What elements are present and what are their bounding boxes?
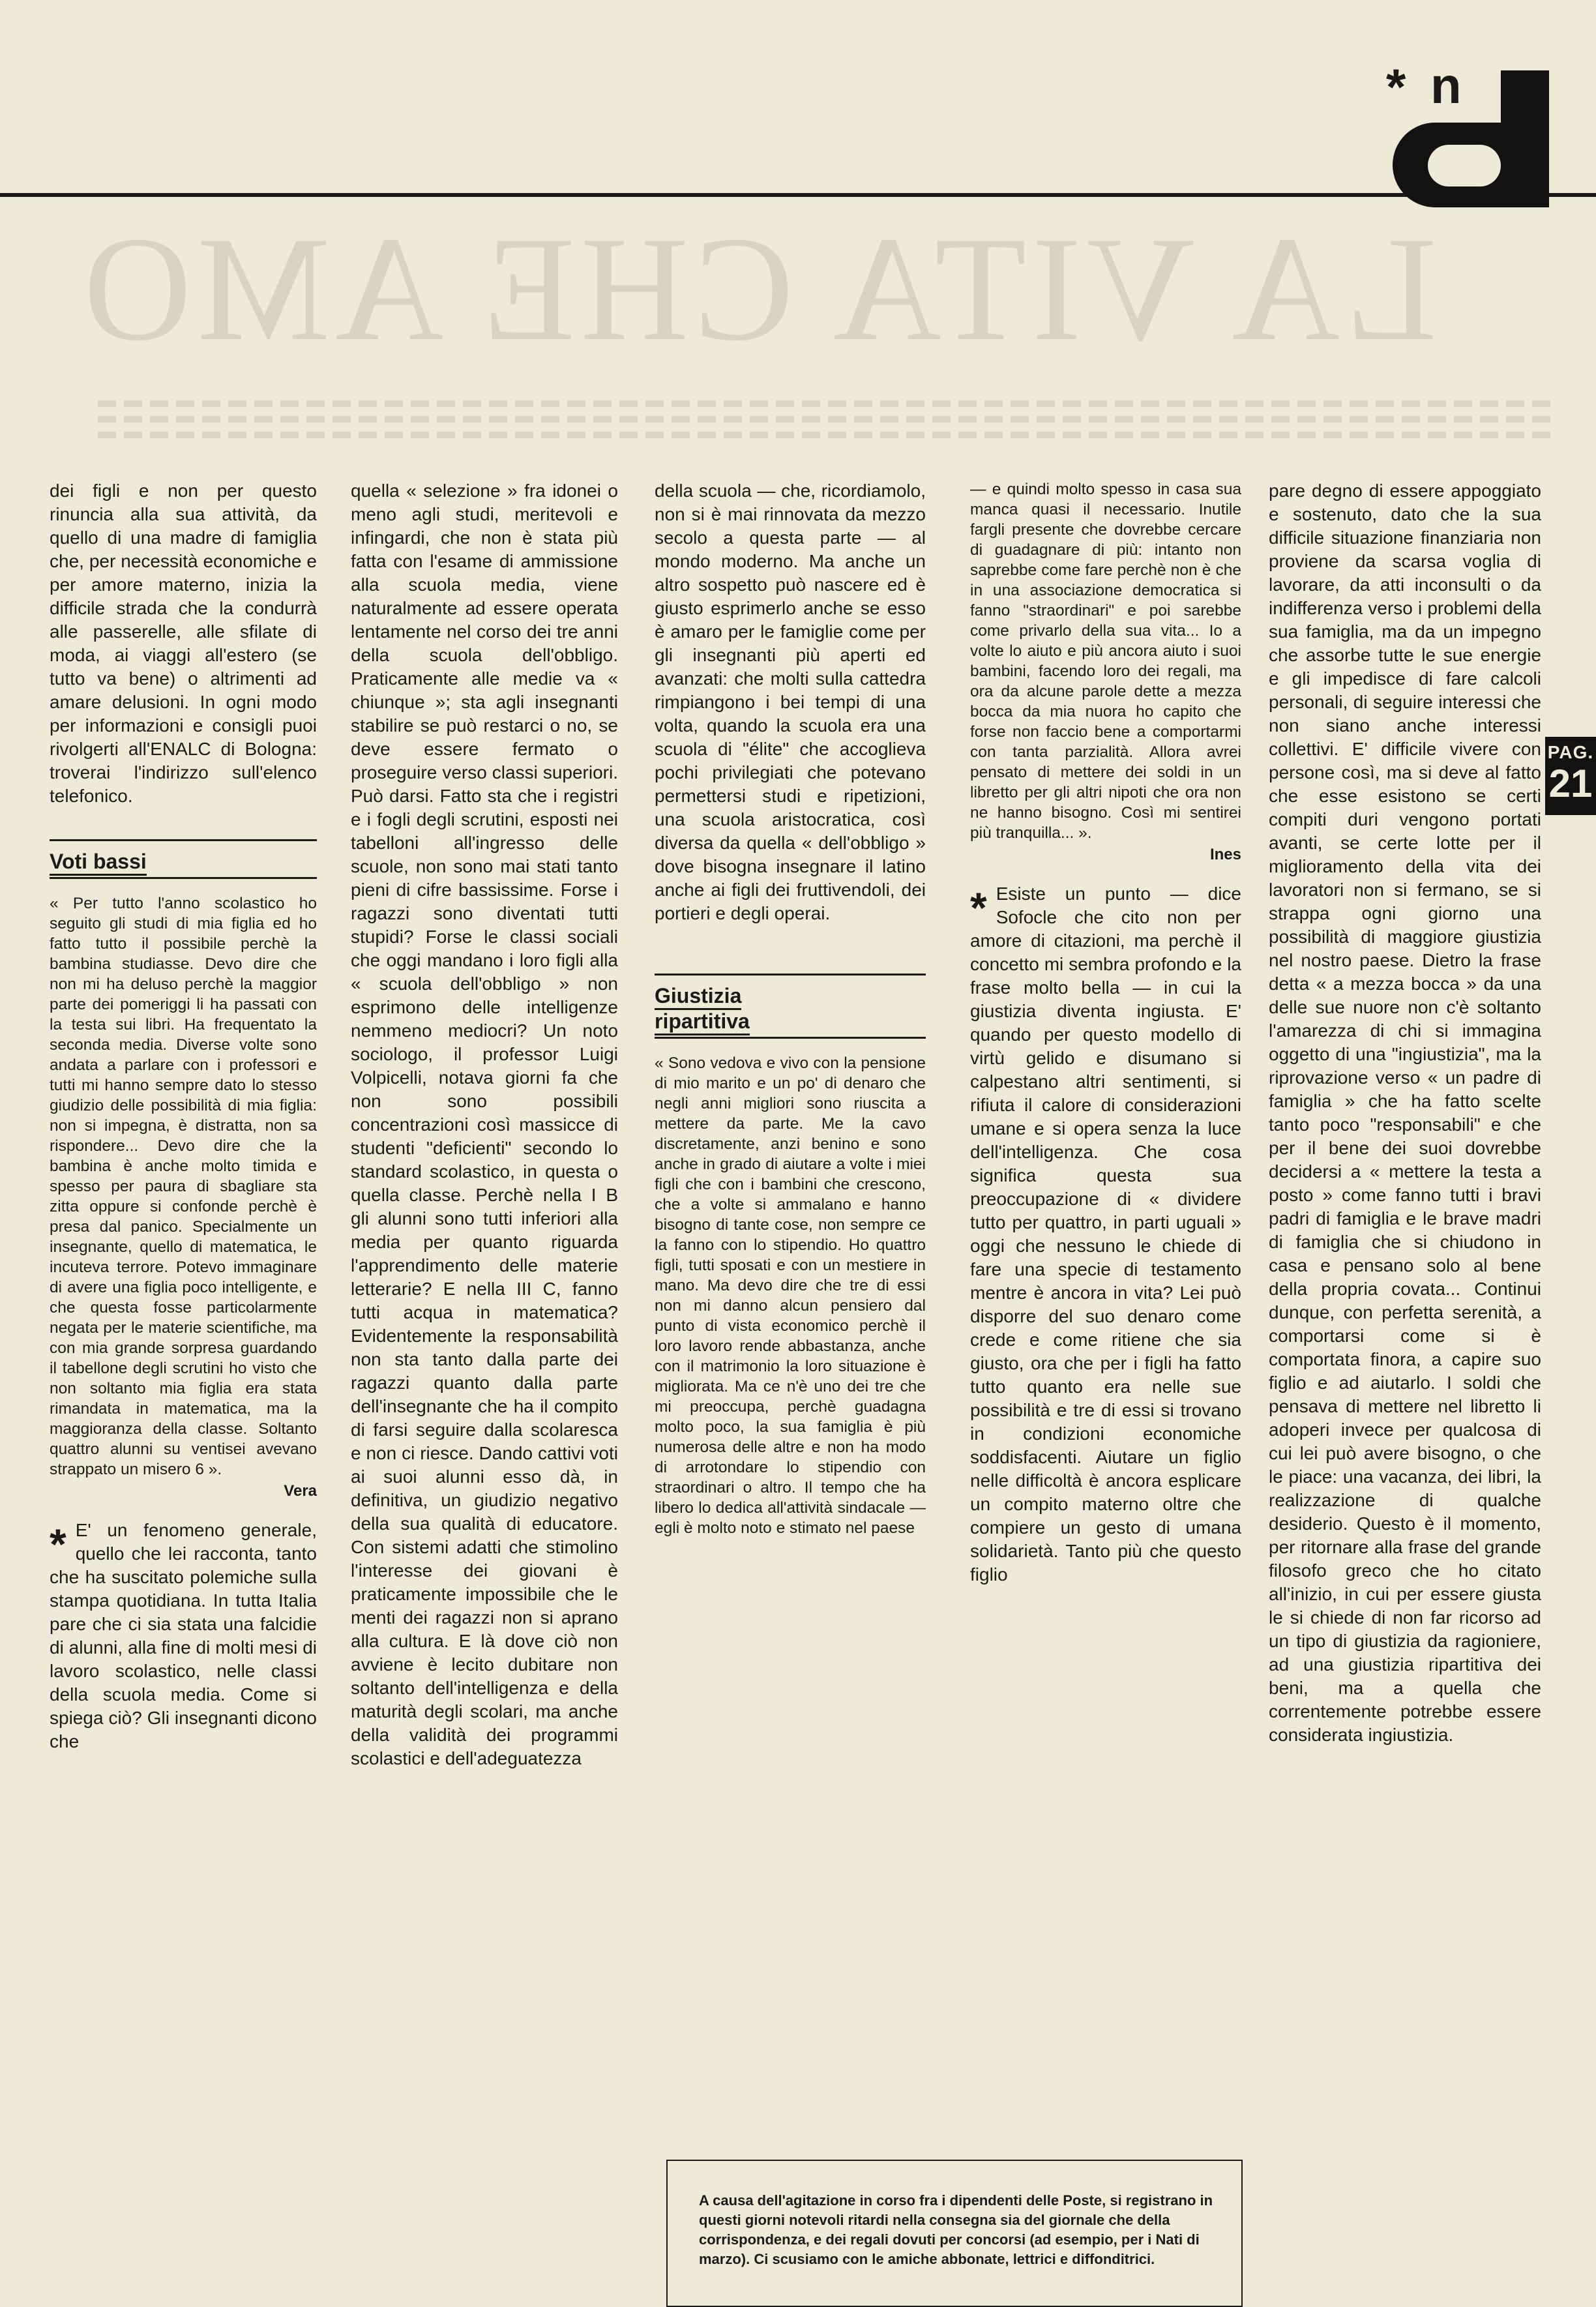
column-1 <box>50 479 317 1753</box>
col3-text: della scuola — che, ricordiamolo, non si è mai rinnovata da mezzo secolo a questa parte — al mondo moderno. Ma anche un altro sospetto può nascere ed è giusto esprimerlo anche se esso è amaro per le famiglie come per gli insegnanti più aperti ed avanzati: che molti sulla cattedra rimpiangono i bei tempi di una volta, quando la scuola era una scuola di "élite" che accoglieva pochi privilegiati che potevano permettersi studi e ripetizioni, una scuola aristocratica, così diversa da quella « dell'obbligo » dove bisogna insegnare il latino anche ai figli dei fruttivendoli, dei portieri e degli operai. <box>655 481 926 923</box>
page-label: PAG. <box>1547 742 1594 762</box>
notice-text: A causa dell'agitazione in corso fra i dipendenti delle Poste, si registrano in questi giorni notevoli ritardi nella consegna sia del giornale che della corrispondenza, e dei regali dovuti per concorsi (ad esempio, per i Nati di marzo). Ci scusiamo con le amiche abbonate, lettrici e diffonditrici. <box>699 2192 1213 2267</box>
column-5 <box>1269 479 1541 1747</box>
page-number: 21 <box>1548 762 1593 805</box>
section-title-giustizia: Giustizia ripartitiva <box>655 974 926 1035</box>
reply-ines: * Esiste un punto — dice Sofocle che cito non per amore di citazioni, ma perchè il concetto mi sembra profondo e la frase molto bella — in cui la giustizia diventa ingiusta. E' quando per questo modello di virtù gelido e disumano si calpestano altri sentimenti, si rifiuta il calore di considerazioni umane e si opera senza la luce dell'intelligenza. Che cosa significa questa sua preoccupazione di « dividere tutto per quattro, in parti uguali » oggi che nessuno le chiede di fare una specie di testamento mentre è ancora in vita? Lei può disporre del suo denaro come crede e come ritiene che sia giusto, ora che per i figli ha fatto tutto quanto era nelle sue possibilità e tre di essi si trovano in condizioni economiche soddisfacenti. Aiutare un figlio nelle difficoltà è ancora esplicare un compito materno oltre che compiere un gesto di umana solidarietà. Tanto più che questo figlio <box>970 884 1241 1585</box>
section-rule <box>50 877 317 879</box>
column-2 <box>351 479 618 1770</box>
col2-text: quella « selezione » fra idonei o meno agli studi, meritevoli e infingardi, che non è stata più fatta con l'esame di ammissione alla scuola media, viene naturalmente ad essere operata lentamente nel corso dei tre anni della scuola dell'obbligo. Praticamente alle medie va « chiunque »; sta agli insegnanti stabilire se può restarci o no, se deve essere fermato o proseguire verso classi superiori. Può darsi. Fatto sta che i registri e i fogli degli scrutini, esposti nei tabelloni all'ingresso delle scuole, non sono mai stati tanto pieni di cifre bassissime. Forse i ragazzi sono diventati tutti stupidi? Forse le classi sociali che oggi mandano i loro figli alla « scuola dell'obbligo » non esprimono delle intelligenze nemmeno mediocri? Un noto sociologo, il professor Luigi Volpicelli, notava giorni fa che non sono possibili concentrazioni così massicce di studenti "deficienti" secondo lo standard scolastico, in questa o quella classe. Perchè nella I B gli alunni sono tutti inferiori alla media per quanto riguarda l'apprendimento delle materie letterarie? E nella III C, fanno tutti acqua in matematica? Evidentemente la responsabilità non sta tanto dalla parte dei ragazzi quanto dalla parte dell'insegnante che ha il compito di farsi seguire dalla scolaresca e non ci riesce. Dando cattivi voti ai suoi alunni esso dà, in definitiva, un giudizio negativo della sua qualità di educatore. Con sistemi adatti che stimolino l'interesse dei giovani è praticamente impossibile che le menti dei ragazzi non si aprano alla cultura. E là dove ciò non avviene è lecito dubitare non soltanto dell'intelligenza e della maturità degli scolari, ma anche della validità dei programmi scolastici e dell'adeguatezza <box>351 481 618 1768</box>
logo-d-counter <box>1428 145 1501 186</box>
asterisk-icon: * <box>50 1520 66 1568</box>
column-4 <box>970 479 1241 1586</box>
letter-ines-continued: — e quindi molto spesso in casa sua manca quasi il necessario. Inutile fargli presente che dovrebbe cercare di guadagnare di più: intanto non saprebbe come fare perchè non è che in una associazione democratica si fanno "straordinari" e poi sarebbe come privarlo della sua vita... Io a volte lo aiuto e più ancora aiuto i suoi bambini, facendo loro dei regali, ma ora da alcune parole dette a mezza bocca da mia nuora ho capito che forse non faccio bene a comportarmi con tanta parzialità. Allora avrei pensato di mettere dei soldi in un libretto per gli altri nipoti che ora non ne hanno bisogno. Così mi sentirei più tranquilla... ». <box>970 481 1241 842</box>
signature-vera: Vera <box>284 1482 317 1500</box>
section-title-voti-bassi: Voti bassi <box>50 839 317 876</box>
asterisk-icon: * <box>970 884 987 932</box>
reply-vera: * E' un fenomeno generale, quello che lei racconta, tanto che ha suscitato polemiche sulla stampa quotidiana. In tutta Italia pare che ci sia stata una falcidie di alunni, alla fine di molti mesi di lavoro scolastico, nelle classi della scuola media. Come si spiega ciò? Gli insegnanti dicono che <box>50 1520 317 1751</box>
logo-asterisk: * <box>1386 58 1406 115</box>
section-rule <box>655 1037 926 1039</box>
col5-text: pare degno di essere appoggiato e sostenuto, dato che la sua difficile situazione finanziaria non proviene da scarsa voglia di lavorare, da atti inconsulti o da indifferenza verso i problemi della sua famiglia, ma da un impegno che assorbe tutte le sue energie e gli impedisce di fare calcoli personali, di seguire interessi che non siano anche interessi collettivi. E' difficile vivere con persone così, ma si deve al fatto che esse esistono se certi compiti duri vengono portati avanti, se certe lotte per il miglioramento della vita dei lavoratori non si fermano, se si strappa ogni giorno una possibilità di maggiore giustizia nel nostro paese. Dietro la frase detta « a mezza bocca » da una delle sue nuore non c'è soltanto l'amarezza di chi si immagina oggetto di una "ingiustizia", ma la riprovazione verso « un padre di famiglia » che ha fatto scelte tanto poco "responsabili" e che per il bene dei suoi dovrebbe decidersi a « mettere la testa a posto » come fanno tutti i bravi padri di famiglia e le brave madri di famiglia che si chiudono in casa e pensano solo al bene della propria covata... Continui dunque, con perfetta serenità, a comportarsi come si è comportata finora, a capire suo figlio e ad aiutarlo. I soldi che pensava di mettere nel libretto li adoperi invece per qualcosa di cui lei può avere bisogno, o che le piace: una vacanza, dei libri, la realizzazione di qualche desiderio. Questo è il momento, per ritornare alla frase del grande filosofo greco che ho citato all'inizio, in cui per essere giusta le si chiede di non far ricorso ad un tipo di giustizia da ragioniere, ad una giustizia ripartitiva dei beni, ma a quella che correntemente potrebbe essere considerata ingiustizia. <box>1269 481 1541 1745</box>
column-3 <box>655 479 926 1538</box>
logo-letter-n: n <box>1430 57 1462 114</box>
logo-d-stem <box>1501 70 1549 207</box>
page-number-badge <box>1545 737 1596 815</box>
notice-box <box>666 2160 1243 2307</box>
letter-ines: « Sono vedova e vivo con la pensione di mio marito e un po' di denaro che negli anni migliori sono riuscita a mettere da parte. Me la cavo discretamente, anzi benino e sono anche in grado di aiutare a volte i miei figli che con i bambini che crescono, che a volte si ammalano e hanno bisogno di tante cose, non sempre ce la fanno con lo stipendio. Ho quattro figli, tutti sposati e con un mestiere in mano. Ma devo dire che tre di essi non mi danno alcun pensiero dal punto di vista economico perchè il loro lavoro rende abbastanza, anche con il matrimonio la loro situazione è migliorata. Ma ce n'è uno dei tre che mi preoccupa, perchè guadagna molto poco, la sua famiglia è più numerosa delle altre e non ha modo di arrotondare lo stipendio con straordinari o altro. Il tempo che ha libero lo dedica all'attività sindacale — egli è molto noto e stimato nel paese <box>655 1054 926 1537</box>
ghost-text-band <box>98 391 1558 456</box>
signature-ines: Ines <box>1209 846 1241 863</box>
col1-intro: dei figli e non per questo rinuncia alla sua attività, da quello di una madre di famiglia che, per necessità economiche e per amore materno, inizia la difficile strada che la condurrà alle passerelle, alle sfilate di moda, ai viaggi all'estero (se tutto va bene) o altrimenti ad amare delusioni. In ogni modo per informazioni e consigli puoi rivolgerti all'ENALC di Bologna: troverai l'indirizzo sull'elenco telefonico. <box>50 481 317 806</box>
logo <box>1382 59 1552 209</box>
header-rule <box>0 193 1596 197</box>
letter-vera: « Per tutto l'anno scolastico ho seguito gli studi di mia figlia ed ho fatto tutto il possibile perchè la bambina studiasse. Devo dire che non mi ha deluso perchè la maggior parte dei pomeriggi li ha passati con la testa sui libri. Ha frequentato la seconda media. Diverse volte sono andata a parlare con i professori e tutti mi hanno sempre dato lo stesso giudizio delle possibilità di mia figlia: non si impegna, è distratta, non sa rispondere... Devo dire che la bambina è anche molto timida e spesso per paura di sbagliare sta zitta oppure si confonde perchè è presa dal panico. Specialmente un insegnante, quello di matematica, le incuteva terrore. Potevo immaginare di avere una figlia poco intelligente, e che questa fosse particolarmente negata per le materie scientifiche, ma con mia grande sorpresa guardando il tabellone degli scrutini ho visto che non soltanto mia figlia era stata rimandata in matematica, ma la maggioranza della classe. Soltanto quattro alunni su ventisei avevano strappato un misero 6 ». <box>50 895 317 1478</box>
ghost-title: LA VITA CHE AMO <box>78 205 1438 372</box>
